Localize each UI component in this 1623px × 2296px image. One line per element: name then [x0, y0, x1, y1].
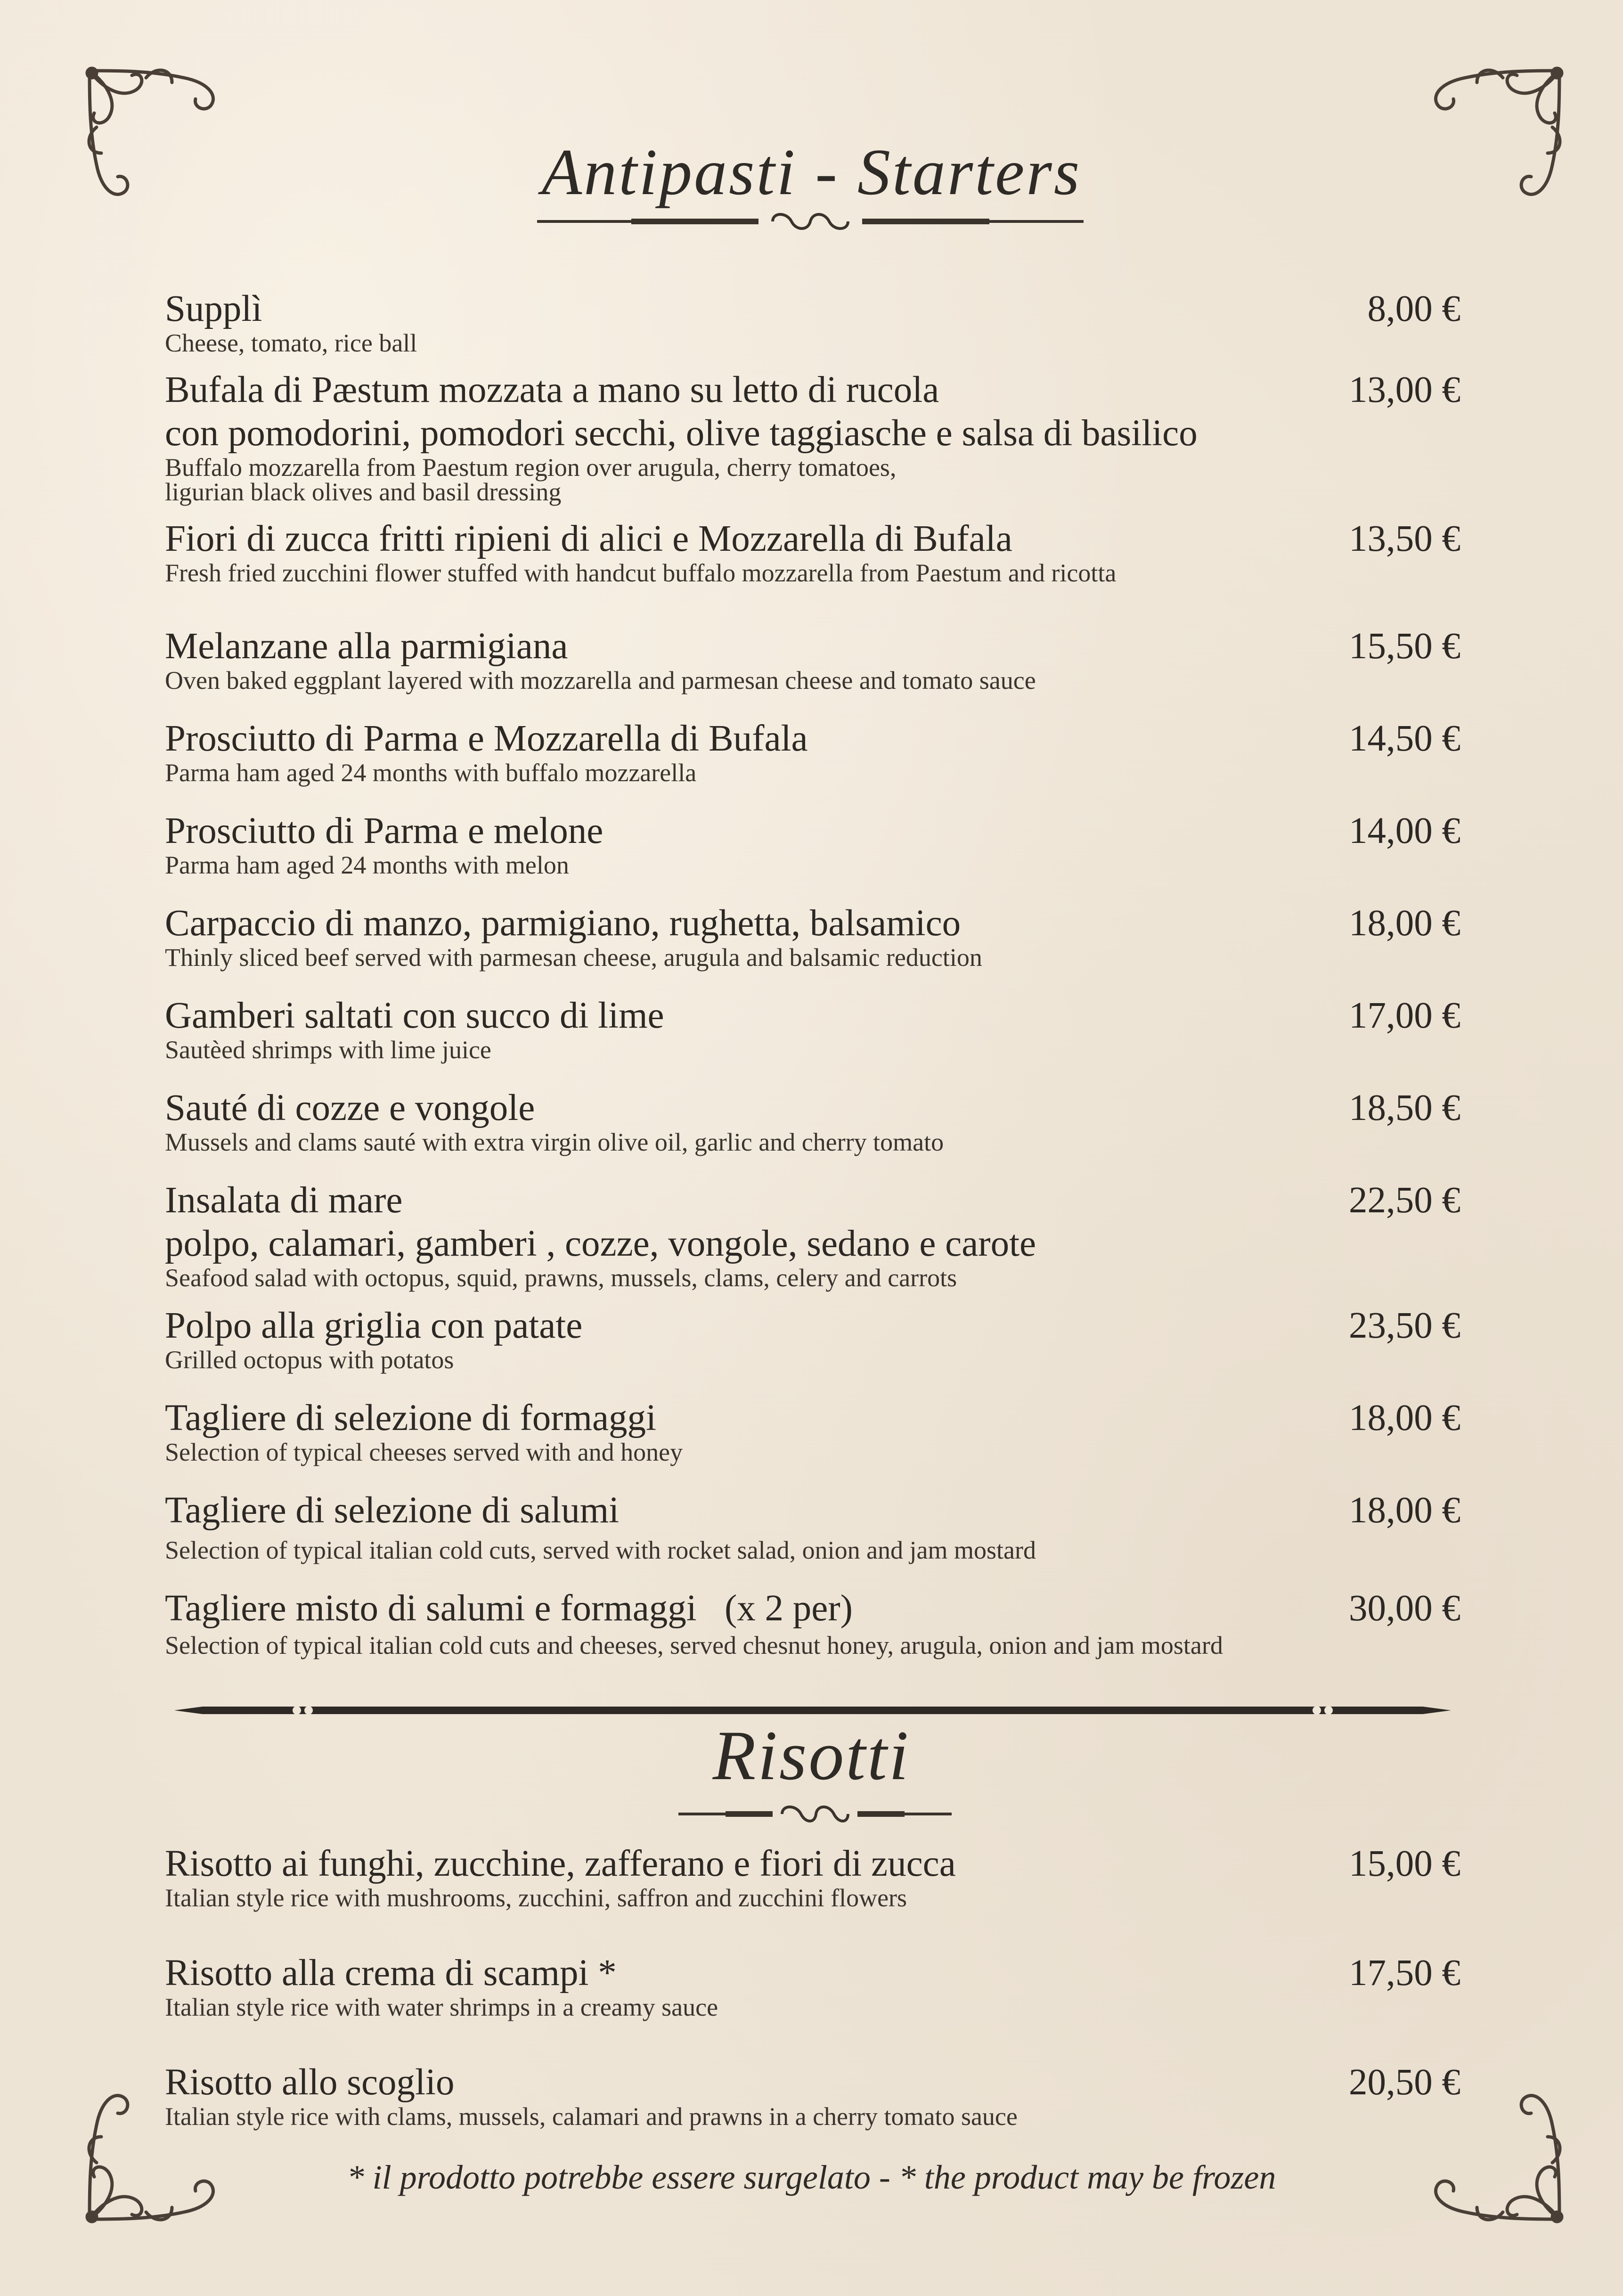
menu-item [165, 994, 1460, 1062]
item-description: Italian style rice with water shrimps in a creamy sauce [165, 1993, 718, 2021]
title-divider-ornament-icon [678, 1800, 952, 1828]
risotti-list [165, 1842, 1460, 2129]
item-description: Parma ham aged 24 months with melon [165, 851, 569, 879]
item-price: 22,50 € [1349, 1180, 1460, 1221]
item-description: Oven baked eggplant layered with mozzarella and parmesan cheese and tomato sauce [165, 666, 1036, 695]
item-price: 20,50 € [1349, 2062, 1460, 2103]
menu-item [165, 1587, 1460, 1658]
item-name: Risotto allo scoglio [165, 2062, 455, 2103]
item-name: Melanzane alla parmigiana [165, 626, 568, 667]
menu-item [165, 1304, 1460, 1372]
item-description: Sautèed shrimps with lime juice [165, 1036, 491, 1064]
item-description: Seafood salad with octopus, squid, prawns, mussels, clams, celery and carrots [165, 1264, 957, 1292]
item-price: 18,00 € [1349, 1397, 1460, 1438]
item-name: Carpaccio di manzo, parmigiano, rughetta, balsamico [165, 903, 961, 944]
item-price: 8,00 € [1367, 288, 1460, 329]
item-name: Prosciutto di Parma e melone [165, 810, 604, 851]
item-price: 23,50 € [1349, 1305, 1460, 1346]
item-name: Prosciutto di Parma e Mozzarella di Bufala [165, 718, 808, 759]
item-price: 18,00 € [1349, 1490, 1460, 1531]
section-title-risotti: Risotti [712, 1716, 911, 1795]
item-description: Parma ham aged 24 months with buffalo mozzarella [165, 759, 697, 787]
menu-item [165, 902, 1460, 970]
item-description: Selection of typical italian cold cuts, served with rocket salad, onion and jam mostard [165, 1536, 1036, 1564]
item-description: Italian style rice with mushrooms, zucchini, saffron and zucchini flowers [165, 1884, 907, 1912]
item-description: Selection of typical cheeses served with and honey [165, 1438, 683, 1466]
item-name: Risotto alla crema di scampi * [165, 1953, 617, 1994]
item-price: 15,00 € [1349, 1843, 1460, 1884]
footnote-frozen-products: * il prodotto potrebbe essere surgelato - * the product may be frozen [347, 2158, 1276, 2196]
menu-item [165, 1842, 1460, 1910]
item-description: Cheese, tomato, rice ball [165, 329, 417, 357]
item-name: Polpo alla griglia con patate [165, 1305, 583, 1346]
item-name: Insalata di mare polpo, calamari, gamberi , cozze, vongole, sedano e carote [165, 1180, 1036, 1264]
item-price: 17,00 € [1349, 995, 1460, 1036]
menu-item [165, 2061, 1460, 2129]
item-price: 14,50 € [1349, 718, 1460, 759]
item-name: Sauté di cozze e vongole [165, 1087, 535, 1128]
menu-item [165, 517, 1460, 585]
menu-item [165, 717, 1460, 785]
menu-item [165, 1397, 1460, 1464]
item-name: Bufala di Pæstum mozzata a mano su letto di rucola con pomodorini, pomodori secchi, olive taggiasche e salsa di basilico [165, 369, 1198, 454]
item-name: Gamberi saltati con succo di lime [165, 995, 664, 1036]
item-price: 13,50 € [1349, 518, 1460, 559]
item-name: Tagliere di selezione di formaggi [165, 1397, 657, 1438]
item-name: Risotto ai funghi, zucchine, zafferano e fiori di zucca [165, 1843, 956, 1884]
item-description: Grilled octopus with potatos [165, 1346, 454, 1374]
item-price: 18,50 € [1349, 1087, 1460, 1128]
item-price: 14,00 € [1349, 810, 1460, 851]
section-title-antipasti: Antipasti - Starters [541, 136, 1082, 209]
item-price: 30,00 € [1349, 1588, 1460, 1629]
menu-item [165, 809, 1460, 877]
item-description: Thinly sliced beef served with parmesan cheese, arugula and balsamic reduction [165, 943, 982, 972]
title-divider-ornament-icon [537, 207, 1084, 236]
item-description: Italian style rice with clams, mussels, calamari and prawns in a cherry tomato sauce [165, 2102, 1018, 2131]
item-name: Tagliere misto di salumi e formaggi (x 2 per) [165, 1588, 853, 1629]
antipasti-list [165, 287, 1460, 1658]
item-description: Buffalo mozzarella from Paestum region over arugula, cherry tomatoes, ligurian black olives and basil dressing [165, 453, 897, 506]
item-price: 18,00 € [1349, 903, 1460, 944]
item-price: 17,50 € [1349, 1953, 1460, 1994]
item-description: Selection of typical italian cold cuts and cheeses, served chesnut honey, arugula, onion and jam mostard [165, 1631, 1223, 1659]
menu-item [165, 1489, 1460, 1562]
menu-item [165, 625, 1460, 693]
item-price: 13,00 € [1349, 369, 1460, 410]
item-name: Supplì [165, 288, 262, 329]
menu-item [165, 1179, 1460, 1290]
menu-item [165, 287, 1460, 355]
item-description: Mussels and clams sauté with extra virgin olive oil, garlic and cherry tomato [165, 1128, 944, 1156]
item-name: Fiori di zucca fritti ripieni di alici e Mozzarella di Bufala [165, 518, 1012, 559]
item-description: Fresh fried zucchini flower stuffed with handcut buffalo mozzarella from Paestum and ricotta [165, 559, 1117, 587]
menu-item [165, 1952, 1460, 2019]
menu-item [165, 1087, 1460, 1154]
menu-item [165, 368, 1460, 504]
item-name: Tagliere di selezione di salumi [165, 1490, 620, 1531]
item-price: 15,50 € [1349, 626, 1460, 667]
